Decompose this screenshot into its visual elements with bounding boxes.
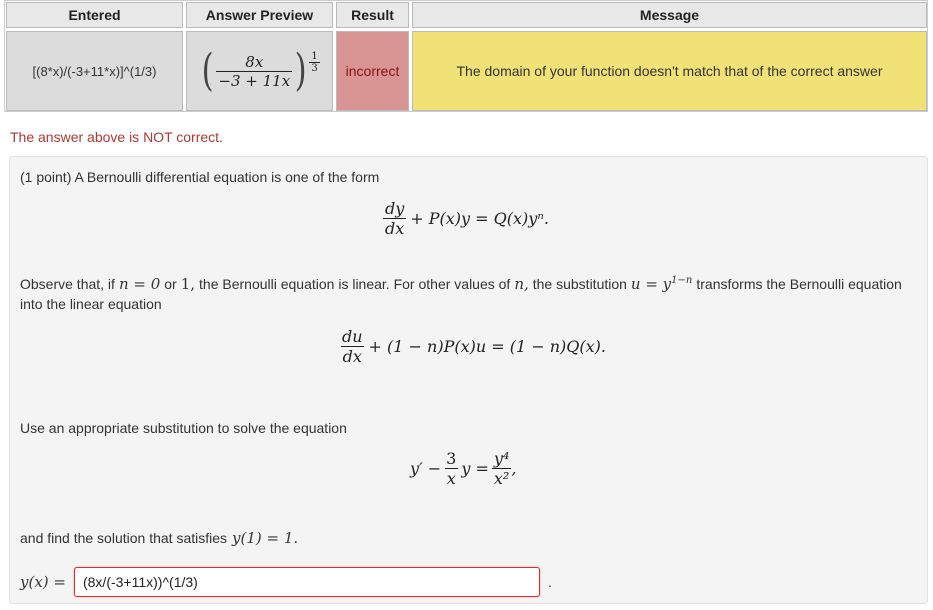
header-result — [336, 2, 409, 28]
eq3-f1-denominator: x — [446, 469, 456, 488]
message-cell — [412, 31, 927, 111]
bernoulli-equation — [383, 199, 549, 238]
right-paren: ) — [294, 45, 307, 96]
eq3-fraction-1 — [444, 449, 458, 488]
answer-input[interactable] — [74, 567, 540, 597]
answer-trailing-period: . — [547, 574, 552, 590]
eq1-rest: + P(x)y = Q(x)yⁿ. — [410, 209, 549, 228]
header-result-label: Result — [351, 7, 394, 23]
eq3-f1-numerator: 3 — [446, 449, 457, 468]
observe-exp: 1−n — [671, 275, 693, 286]
use-text: Use an appropriate substitution to solve the equation — [20, 420, 347, 436]
exponent-denominator: 3 — [311, 63, 318, 74]
observe-n0: n = 0 — [118, 275, 161, 293]
entered-value: [(8*x)/(-3+11*x)]^(1/3) — [32, 63, 157, 79]
preview-cell — [186, 31, 333, 111]
header-answer-preview — [186, 2, 333, 28]
find-text: and find the solution that satisfies — [20, 530, 228, 546]
preview-exponent — [309, 51, 319, 74]
problem-intro: (1 point) A Bernoulli differential equation is one of the form — [20, 169, 380, 185]
observe-a: Observe that, if — [20, 276, 115, 292]
observe-or: or — [164, 276, 177, 292]
results-table — [4, 0, 928, 112]
eq1-denominator: dx — [385, 219, 405, 238]
message-value: The domain of your function doesn't match that of the correct answer — [456, 63, 883, 79]
eq3-mid: y = — [461, 459, 489, 478]
header-message-label: Message — [639, 7, 700, 23]
eq2-fraction — [340, 327, 365, 366]
eq2-numerator: du — [342, 327, 363, 346]
eq2-denominator: dx — [342, 347, 362, 366]
eq3-tail: , — [511, 459, 517, 478]
observe-line-1 — [20, 275, 902, 293]
target-equation — [410, 449, 516, 488]
observe-one: 1, — [180, 275, 196, 293]
eq3-lead: y′ − — [410, 459, 442, 478]
linear-equation — [340, 327, 606, 366]
header-message — [412, 2, 927, 28]
header-preview-label: Answer Preview — [205, 7, 314, 23]
entered-cell — [6, 31, 183, 111]
observe-n: n, — [514, 275, 529, 293]
observe-end: transforms the Bernoulli equation — [696, 276, 902, 292]
observe-sub: the substitution — [532, 276, 627, 292]
answer-label: y(x) = — [20, 573, 66, 591]
eq3-f2-denominator: x² — [493, 469, 510, 488]
status-message: The answer above is NOT correct. — [10, 129, 223, 145]
header-entered-label: Entered — [68, 7, 121, 23]
eq1-fraction — [383, 199, 406, 238]
observe-mid: the Bernoulli equation is linear. For other values of — [199, 276, 511, 292]
find-line — [20, 529, 298, 547]
preview-numerator: 8x — [245, 52, 264, 71]
eq2-rest: + (1 − n)P(x)u = (1 − n)Q(x). — [368, 337, 606, 356]
exponent-numerator: 1 — [311, 51, 318, 62]
left-paren: ( — [201, 45, 214, 96]
preview-fraction — [216, 53, 292, 90]
eq3-fraction-2 — [492, 449, 511, 488]
problem-panel — [9, 156, 928, 604]
eq1-numerator: dy — [385, 199, 405, 218]
eq3-f2-numerator: y⁴ — [493, 449, 510, 468]
answer-row — [20, 567, 552, 597]
result-value: incorrect — [345, 63, 400, 79]
answer-preview — [199, 45, 319, 96]
observe-u: u = y — [630, 275, 672, 293]
header-entered — [6, 2, 183, 28]
preview-denominator: −3 + 11x — [218, 71, 291, 90]
observe-line-2: into the linear equation — [20, 296, 162, 312]
result-cell — [336, 31, 409, 111]
find-condition: y(1) = 1. — [232, 529, 299, 547]
